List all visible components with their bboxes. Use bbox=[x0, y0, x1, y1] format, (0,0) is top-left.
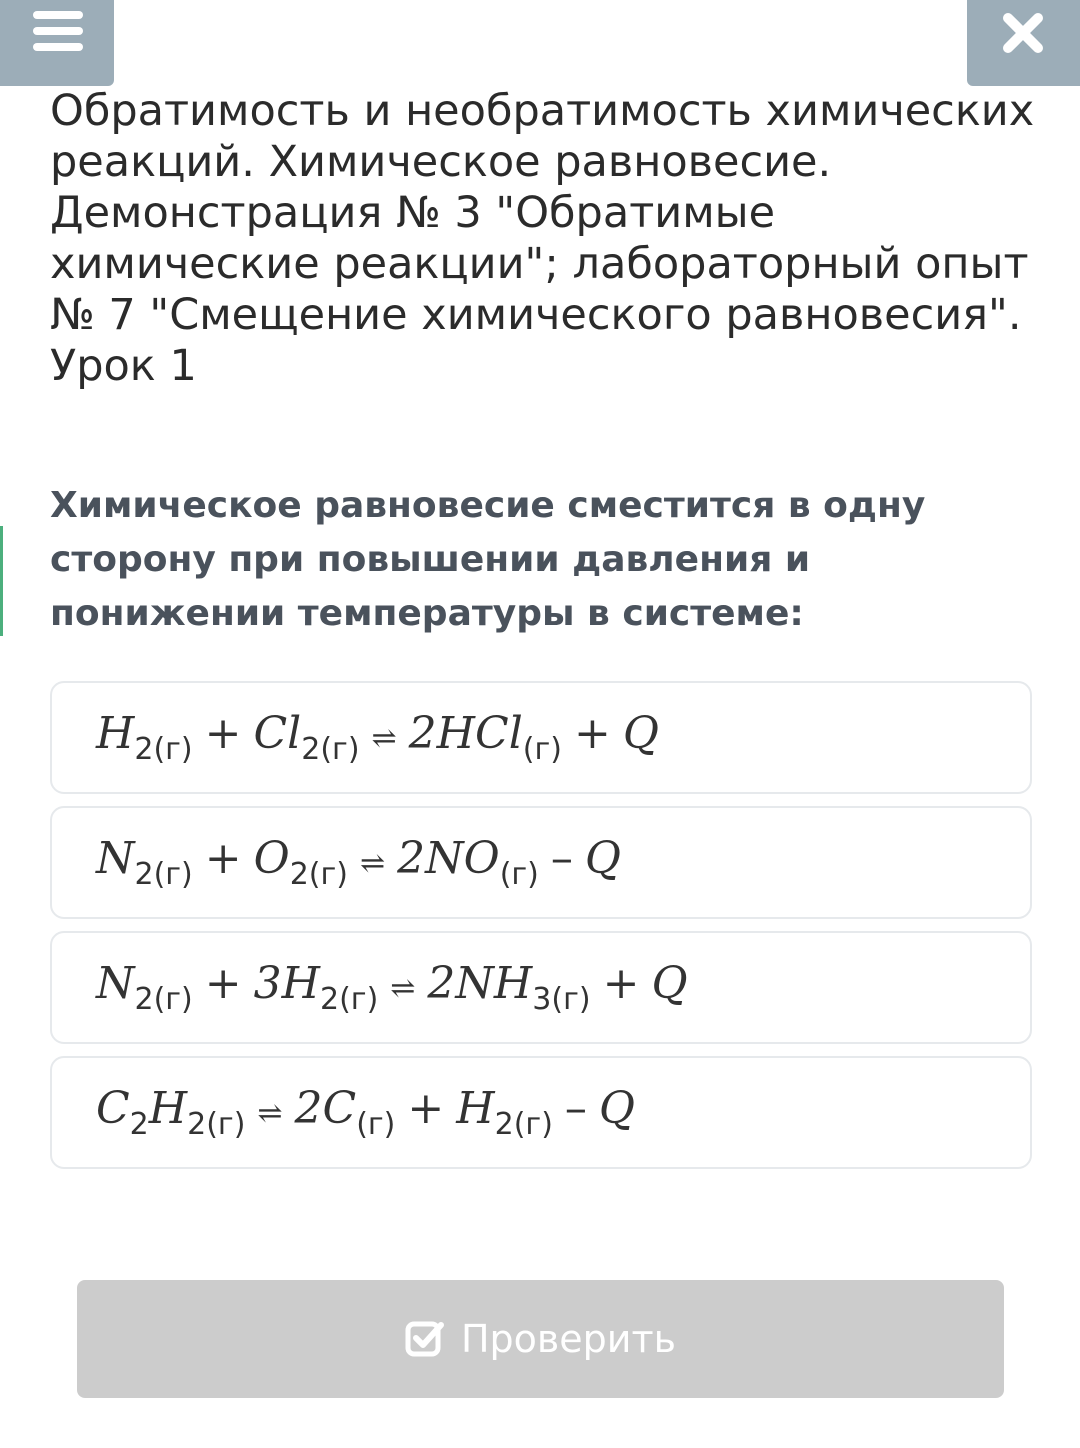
equation-subscript: (г) bbox=[499, 857, 539, 892]
close-icon bbox=[1002, 12, 1044, 54]
equation-operator: + bbox=[602, 958, 640, 1009]
equation-subscript: 2(г) bbox=[134, 857, 193, 892]
equation-term: N bbox=[96, 958, 135, 1009]
equation-term: H bbox=[456, 1083, 495, 1134]
equation-term: C bbox=[96, 1083, 130, 1134]
equation-subscript: 2(г) bbox=[134, 982, 193, 1017]
equation-subscript: 2(г) bbox=[301, 732, 360, 767]
equation-subscript: 3(г) bbox=[532, 982, 591, 1017]
equation bbox=[96, 708, 659, 767]
question-text: Химическое равновесие сместится в одну сторону при повышении давления и понижении температуры в системе: bbox=[50, 485, 926, 634]
checkbox-check-icon bbox=[405, 1319, 445, 1359]
equation-term: 2NH bbox=[427, 958, 533, 1009]
close-button[interactable] bbox=[967, 0, 1080, 86]
equation-operator: – bbox=[564, 1083, 587, 1134]
equation-operator: ⇌ bbox=[371, 721, 397, 756]
equation-term: 3H bbox=[253, 958, 321, 1009]
equation-term: Q bbox=[622, 708, 659, 759]
equation-subscript: (г) bbox=[356, 1107, 396, 1142]
equation-operator: ⇌ bbox=[359, 846, 386, 881]
lesson-title: Обратимость и необратимость химических реакций. Химическое равновесие. Демонстрация № 3 "Обратимые химические реакции"; лабораторный опыт № 7 "Смещение химического равновесия". Урок 1 bbox=[50, 86, 1035, 391]
equation-subscript: 2(г) bbox=[320, 982, 379, 1017]
equation-term: 2C bbox=[294, 1083, 357, 1134]
check-button[interactable] bbox=[77, 1280, 1004, 1398]
equation bbox=[96, 1083, 635, 1142]
check-button-label: Проверить bbox=[460, 1317, 677, 1361]
equation-operator: + bbox=[204, 833, 242, 884]
equation-operator: ⇌ bbox=[257, 1096, 283, 1131]
answer-options bbox=[50, 681, 1032, 1181]
equation-subscript: 2(г) bbox=[494, 1107, 553, 1142]
equation bbox=[96, 833, 621, 892]
equation-operator: ⇌ bbox=[390, 971, 416, 1006]
answer-option-3[interactable] bbox=[50, 931, 1032, 1044]
equation-term: Q bbox=[584, 833, 621, 884]
question-accent-bar bbox=[0, 526, 3, 636]
equation-subscript: 2(г) bbox=[289, 857, 348, 892]
equation bbox=[96, 958, 688, 1017]
answer-option-4[interactable] bbox=[50, 1056, 1032, 1169]
answer-option-1[interactable] bbox=[50, 681, 1032, 794]
equation-term: H bbox=[148, 1083, 188, 1134]
equation-operator: + bbox=[204, 958, 242, 1009]
equation-operator: – bbox=[550, 833, 573, 884]
equation-subscript: 2(г) bbox=[134, 732, 193, 767]
equation-term: O bbox=[253, 833, 290, 884]
equation-term: Q bbox=[598, 1083, 635, 1134]
equation-term: Cl bbox=[253, 708, 302, 759]
menu-button[interactable] bbox=[0, 0, 114, 86]
equation-subscript: 2 bbox=[129, 1107, 149, 1142]
equation-subscript: (г) bbox=[522, 732, 562, 767]
equation-operator: + bbox=[407, 1083, 445, 1134]
equation-term: 2NO bbox=[397, 833, 500, 884]
answer-option-2[interactable] bbox=[50, 806, 1032, 919]
equation-operator: + bbox=[204, 708, 242, 759]
equation-term: Q bbox=[651, 958, 688, 1009]
equation-term: H bbox=[96, 708, 135, 759]
equation-term: N bbox=[96, 833, 135, 884]
equation-subscript: 2(г) bbox=[187, 1107, 246, 1142]
equation-term: 2HCl bbox=[408, 708, 523, 759]
equation-operator: + bbox=[573, 708, 611, 759]
